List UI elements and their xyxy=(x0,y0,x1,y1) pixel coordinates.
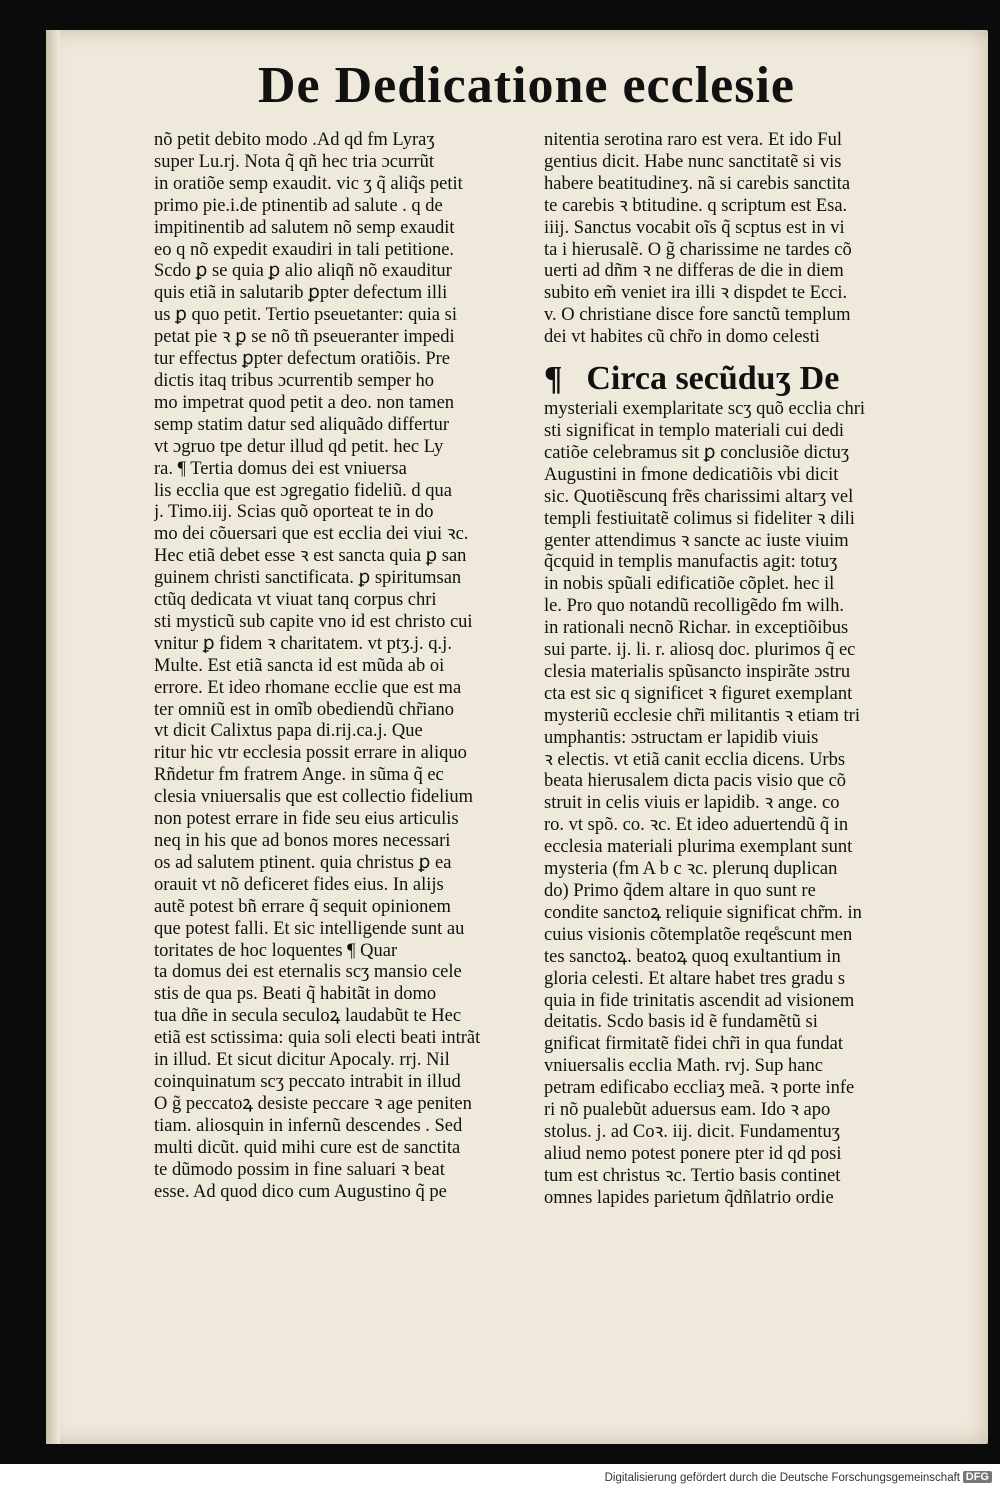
text-line: esse. Ad quod dico cum Augustino q̃ pe xyxy=(154,1181,447,1202)
text-line: vnitur ꝑ fidem ꝛ charitatem. vt ptʒ.j. q.j. xyxy=(154,633,452,654)
text-line: gnificat firmitatẽ fidei chr̃i in qua fundat xyxy=(544,1034,843,1055)
text-line: in oratiõe semp exaudit. vic ʒ q̃ aliq̃s petit xyxy=(154,173,463,194)
text-line: impitinentib ad salutem nõ semp exaudit xyxy=(154,217,455,238)
text-line: lis eccl̃ia que est ɔgregatio fideliũ. d̃ qua xyxy=(154,480,452,501)
text-line: habere beatitudineʒ. nã si carebis sanctita xyxy=(544,173,851,194)
text-line: uerti ad dñm ꝛ ne differas de die in diem xyxy=(544,261,844,282)
section-heading xyxy=(544,359,910,399)
text-line: subito em̃ veniet ira illi ꝛ dispdet te Ecci. xyxy=(544,283,848,304)
text-line: sic. Quotiẽscunq frẽs charissimi altarʒ vel xyxy=(544,486,854,507)
text-line: ecclesia materiali plurima exemplant sunt xyxy=(544,837,853,858)
text-line: in rationali necnõ Richar. in exceptiõibus xyxy=(544,618,849,639)
text-line: v. O christiane disce fore sanctũ templum xyxy=(544,305,851,326)
text-line: q̃cquid in templis manufactis agit: totuʒ xyxy=(544,552,838,573)
text-line: petat pie ꝛ ꝑ se nõ tñ pseueranter impedi xyxy=(154,327,455,348)
text-line: cta est sic q significet ꝛ figuret exemplant xyxy=(544,683,853,704)
right-column-top-text xyxy=(544,130,910,349)
text-line: etiã est sctissima: quia soli electi beati intrãt xyxy=(154,1028,481,1049)
text-line: ta i hierusalẽ. O g̃ charissime ne tardes cõ xyxy=(544,239,852,260)
text-line: in illud. Et sicut dicitur Apocaly. rrj. Nil xyxy=(154,1050,450,1071)
text-line: dictis itaq tribus ɔcurrentib semper ho xyxy=(154,370,434,391)
text-line: ro. vt spõ. co. ꝛc. Et ideo aduertendũ q̃ in xyxy=(544,815,849,836)
text-line: cuius visionis cõtemplatõe reqe̊scunt men xyxy=(544,924,853,945)
text-line: semp statim datur sed aliquãdo differtur xyxy=(154,414,450,435)
text-line: ra. ¶ Tertia domus dei est vniuersa xyxy=(154,458,407,479)
text-line: vt dicit Calixtus papa di.rij.ca.j. Que xyxy=(154,721,423,742)
text-line: primo pie.i.de ptinentib ad salute . q de xyxy=(154,195,443,216)
text-line: iiij. Sanctus vocabit oĩs q̃ scptus est in vi xyxy=(544,217,845,238)
footer-bar xyxy=(0,1464,1000,1494)
text-line: multi dicũt. quid mihi cure est de sanctita xyxy=(154,1137,461,1158)
text-line: ctũq dedicata vt viuat tanq corpus chri xyxy=(154,590,437,611)
text-line: ri nõ pualebũt aduersus eam. Id̃o ꝛ apo xyxy=(544,1100,831,1121)
text-line: dei vt habites cũ chr̃o in domo celesti xyxy=(544,327,820,348)
text-line: catiõe celebramus sit ꝑ conclusiõe dictuʒ xyxy=(544,442,850,463)
text-line: O g̃ peccatoꝝ desiste peccare ꝛ age peniten xyxy=(154,1093,472,1114)
text-line: que potest falli. Et sic intelligende sunt au xyxy=(154,918,465,939)
section-heading-text: Circa secũduʒ De xyxy=(586,360,840,398)
text-line: beata hierusalem dicta pacis visio que cõ xyxy=(544,771,847,792)
text-line: quis etiã in salutarib ꝑpter defectum illi xyxy=(154,283,448,304)
text-line: quia in fide trinitatis ascendit ad visionem xyxy=(544,990,855,1011)
text-line: mysteriũ ecclesie chr̃i militantis ꝛ etiam tri xyxy=(544,705,860,726)
text-line: orauit vt nõ deficeret fides eius. In alijs xyxy=(154,874,444,895)
text-line: in nobis spũali edificatiõe cõplet. hec il xyxy=(544,574,835,595)
text-line: ꝛ electis. vt etiã canit eccl̃ia dicens. Urbs xyxy=(544,749,846,770)
left-text-column xyxy=(154,130,526,1203)
text-line: te carebis ꝛ btitudine. q scriptum est Esa. xyxy=(544,195,848,216)
text-line: guinem christi sanctificata. ꝑ spiritumsan xyxy=(154,568,462,589)
text-line: os ad salutem ptinent. quia christus ꝑ ea xyxy=(154,852,452,873)
text-line: ritur hic vtr ecclesia possit errare in aliquo xyxy=(154,743,467,764)
text-line: Augustini in fmone dedicatiõis vbi dicit xyxy=(544,464,839,485)
text-line: tiam. aliosquin in infernũ descendes . Sed xyxy=(154,1115,463,1136)
text-line: tua dñe in secula seculoꝝ laudabũt te Hec xyxy=(154,1006,462,1027)
text-line: ta domus dei est eternalis scʒ mansio cele xyxy=(154,962,462,983)
text-line: mysteria (fm A b c ꝛc. plerunq duplican xyxy=(544,859,838,880)
page-title: De Dedicatione ecclesie xyxy=(258,57,796,114)
text-line: umphantis: ɔstructam er lapidib viuis xyxy=(544,727,819,748)
text-line: autẽ potest bñ errare q̃ sequit opinionem xyxy=(154,896,451,917)
text-line: super Lu.rj. Nota q̃ qñ hec tria ɔcurrũt xyxy=(154,151,434,172)
text-line: vniuersalis eccl̃ia Math. rvj. Sup hanc xyxy=(544,1056,823,1077)
text-line: do) Primo q̃dem altare in quo sunt re xyxy=(544,881,816,901)
page-gutter-shadow xyxy=(46,30,60,1444)
text-line: te dũmodo possim in fine saluari ꝛ beat xyxy=(154,1159,445,1180)
text-line: Multe. Est etiã sancta id est mũda ab oi xyxy=(154,655,445,676)
text-line: j. Timo.iij. Scias quõ oporteat te in do xyxy=(154,502,434,523)
text-line: nitentia serotina raro est vera. Et id̃o Ful xyxy=(544,130,842,150)
text-line: templi festiuitatẽ colimus si fideliter ꝛ dili xyxy=(544,508,855,529)
text-line: stolus. j. ad Coꝛ. iij. dicit. Fundamentuʒ xyxy=(544,1121,841,1142)
right-text-column xyxy=(544,130,910,1210)
text-line: sti significat in templo materiali cui dedi xyxy=(544,420,845,441)
text-line: eo q nõ expedit exaudiri in tali petitione. xyxy=(154,239,455,260)
text-line: tes sanctoꝝ. beatoꝝ quoq exultantium in xyxy=(544,946,841,967)
text-line: struit in celis viuis er lapidib. ꝛ ange. co xyxy=(544,793,840,814)
text-line: non potest errare in fide seu eius articulis xyxy=(154,809,459,830)
text-line: Rñdetur fm fratrem Ange. in sũma q̃ ec xyxy=(154,765,444,786)
text-line: mo dei cõuersari que est eccl̃ia dei viui ꝛc. xyxy=(154,524,469,545)
text-line: toritates de hoc loquentes ¶ Quar xyxy=(154,940,398,961)
text-line: clesia vniuersalis que est collectio fidelium xyxy=(154,787,474,808)
pilcrow-mark: ¶ xyxy=(544,360,563,398)
text-line: genter attendimus ꝛ sancte ac iuste viuim xyxy=(544,530,849,551)
text-line: vt ɔgruo tpe detur illud qd̃ petit. hec Ly xyxy=(154,436,444,457)
text-line: le. Pro quo notandũ recolligẽdo fm wilh. xyxy=(544,596,845,617)
text-line: petram edificabo eccl̃iaʒ meã. ꝛ porte infe xyxy=(544,1078,855,1099)
text-line: stis de qua ps. Beati q̃ habitãt in domo xyxy=(154,984,437,1005)
text-line: Scd̃o ꝑ se quia ꝑ alio aliqñ nõ exauditur xyxy=(154,261,452,282)
text-line: Hec etiã debet esse ꝛ est sancta quia ꝑ san xyxy=(154,546,467,567)
text-line: us ꝑ quo petit. Tertio pseuetanter: quia si xyxy=(154,305,457,326)
text-line: gentius dicit. Habe nunc sanctitatẽ si vis xyxy=(544,151,842,172)
text-line: deitatis. Scd̃o basis id ẽ fundamẽtũ si xyxy=(544,1012,818,1033)
text-line: neq in his que ad bonos mores necessari xyxy=(154,831,451,851)
text-line: mo impetrat quod petit a deo. non tamen xyxy=(154,392,455,413)
text-line: omnes lapides parietum q̃dñlatrio ordie xyxy=(544,1187,834,1208)
text-line: mysteriali exemplaritate scʒ quõ eccl̃ia chri xyxy=(544,399,866,420)
text-line: condite sanctoꝝ reliquie significat chr̃m. in xyxy=(544,902,862,923)
text-line: nõ petit debito modo .Ad qd̃ fm Lyraʒ xyxy=(154,130,435,150)
text-line: tum est christus ꝛc. Tertio basis continet xyxy=(544,1165,841,1186)
text-line: ter omniũ est in omĩb obediendũ chr̃iano xyxy=(154,699,455,720)
right-column-bottom-text xyxy=(544,399,910,1210)
text-line: errore. Et ideo rhomane eccl̃ie que est ma xyxy=(154,677,462,698)
text-line: coinquinatum scʒ peccato intrabit in illud xyxy=(154,1071,461,1092)
dfg-logo: DFG xyxy=(963,1471,992,1483)
text-line: tur effectus ꝑpter defectum oratiõis. Pre xyxy=(154,349,450,370)
text-line: sui parte. ij. li. r. aliosq doc. plurimos q̃ ec xyxy=(544,640,856,661)
text-line: sti mysticũ sub capite vno id est christo cui xyxy=(154,611,473,632)
text-line: gloria celesti. Et altare habet tres gradu s xyxy=(544,968,846,989)
text-line: clesia materialis spũsancto inspirãte ɔstru xyxy=(544,661,851,682)
text-line: aliud nemo potest ponere pter id qd̃ posi xyxy=(544,1143,842,1164)
footer-credit: Digitalisierung gefördert durch die Deutsche Forschungsgemeinschaft xyxy=(604,1472,960,1484)
